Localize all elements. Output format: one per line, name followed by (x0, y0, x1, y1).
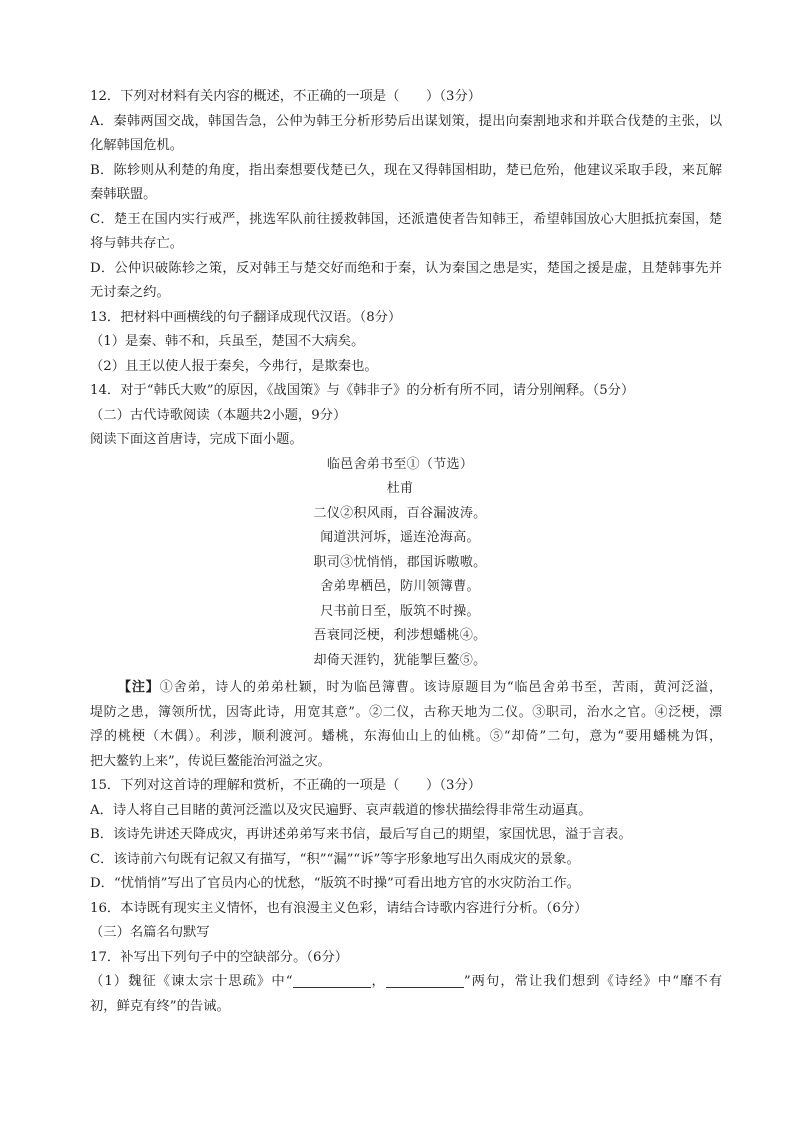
q13-stem: 13．把材料中画横线的句子翻译成现代汉语。（8分） (90, 309, 402, 325)
notes-label: 【注】 (118, 680, 160, 695)
answer-blank (386, 974, 464, 988)
section-3-heading: （三）名篇名句默写 (90, 925, 210, 940)
q12-option-b-line: 秦韩联盟。 (90, 187, 157, 202)
poem-line: 却倚天涯钓，犹能掣巨鳌⑤。 (313, 652, 487, 668)
q16-stem: 16．本诗既有现实主义情怀，也有浪漫主义色彩，请结合诗歌内容进行分析。（6分） (90, 900, 588, 916)
poem-notes (90, 676, 722, 774)
poem-line: 职司③忧悄悄，郡国诉嗷嗷。 (313, 554, 487, 570)
q12-option-a-line: A．秦韩两国交战，韩国告急，公仲为韩王分析形势后出谋划策，提出向秦割地求和并联合伐楚的主张，以 (90, 113, 722, 129)
notes-first-line-text: ①舍弟，诗人的弟弟杜颖，时为临邑簿曹。该诗原题目为“临邑舍弟书至，苦雨，黄河泛溢， (159, 680, 722, 695)
q12-option-c-line: C．楚王在国内实行戒严，挑选军队前往援救韩国，还派遣使者告知韩王，希望韩国放心大胆抵抗秦国，楚 (90, 211, 722, 227)
q12-option-d-line: 无讨秦之约。 (90, 285, 170, 300)
notes-line: 把大鳌钓上来”，传说巨鳌能治河溢之灾。 (90, 753, 331, 769)
poem-title: 临邑舍弟书至①（节选） (326, 456, 474, 472)
poem-line: 吾衰同泛梗，利涉想蟠桃④。 (313, 628, 487, 643)
q17-stem: 17．补写出下列句子中的空缺部分。（6分） (90, 949, 349, 965)
answer-blank (293, 974, 371, 988)
q13-item-2: （2）且王以使人报于秦矣，今弗行，是欺秦也。 (90, 358, 378, 374)
q17-item-1-after: ”两句，常让我们想到《诗经》中“靡不有 (463, 974, 722, 989)
poem-line: 舍弟卑栖邑，防川领簿曹。 (320, 579, 480, 594)
poem-author: 杜甫 (386, 481, 414, 496)
q17-item-1-before: （1）魏征《谏太宗十思疏》中“ (90, 974, 293, 989)
q17-item-1-separator: ， (370, 974, 386, 989)
q17-item-1-continuation: 初，鲜克有终”的告诫。 (90, 998, 230, 1014)
q17-item-1-line (90, 970, 722, 995)
q15-option-c: C．该诗前六句既有记叙又有描写，“积”“漏”“诉”等字形象地写出久雨成灾的景象。 (90, 851, 580, 867)
notes-line (90, 676, 722, 701)
notes-line: 浮的桃梗（木偶）。利涉，顺利渡河。蟠桃，东海仙山上的仙桃。⑤“却倚”二句，意为“要用蟠桃为饵， (90, 729, 722, 744)
q12-stem: 12．下列对材料有关内容的概述，不正确的一项是（ ）（3分） (90, 89, 482, 104)
poem-line: 闻道洪河坼，遥连沧海高。 (320, 530, 480, 545)
q13-item-1: （1）是秦、韩不和，兵虽至，楚国不大病矣。 (90, 334, 365, 349)
notes-line: 堤防之患，簿领所忧，因寄此诗，用宽其意”。②二仪，古称天地为二仪。③职司，治水之官。④泛梗，漂 (90, 704, 722, 720)
q15-option-d: D．“忧悄悄”写出了官员内心的忧愁，“版筑不时操”可看出地方官的水灾防治工作。 (90, 876, 580, 891)
poem-line: 尺书前日至，版筑不时操。 (320, 603, 480, 619)
q15-option-b: B．该诗先讲述天降成灾，再讲述弟弟写来书信，最后写自己的期望，家国忧思，溢于言表。 (90, 827, 632, 842)
section-2-heading: （二）古代诗歌阅读（本题共2小题，9分） (90, 407, 347, 423)
section-2-instruction: 阅读下面这首唐诗，完成下面小题。 (90, 432, 303, 447)
q15-stem: 15．下列对这首诗的理解和赏析，不正确的一项是（ ）（3分） (90, 778, 482, 793)
q12-option-a-line: 化解韩国危机。 (90, 138, 184, 153)
q12-option-b-line: B．陈轸则从利楚的角度，指出秦想要伐楚已久，现在又得韩国相助，楚已危殆，他建议采取手段，来瓦解 (90, 162, 722, 178)
page-content (90, 85, 722, 1019)
poem-line: 二仪②积风雨，百谷漏波涛。 (313, 505, 487, 521)
q12-option-c-line: 将与韩共存亡。 (90, 236, 184, 251)
q15-option-a: A．诗人将自己目睹的黄河泛滥以及灾民遍野、哀声载道的惨状描绘得非常生动逼真。 (90, 802, 592, 818)
q12-option-d-line: D．公仲识破陈轸之策，反对韩王与楚交好而绝和于秦，认为秦国之患是实，楚国之援是虚，且楚韩事先并 (90, 260, 722, 276)
poem (90, 453, 710, 674)
q14-stem: 14．对于“韩氏大败”的原因，《战国策》与《韩非子》的分析有所不同，请分别阐释。（5分） (90, 383, 635, 398)
